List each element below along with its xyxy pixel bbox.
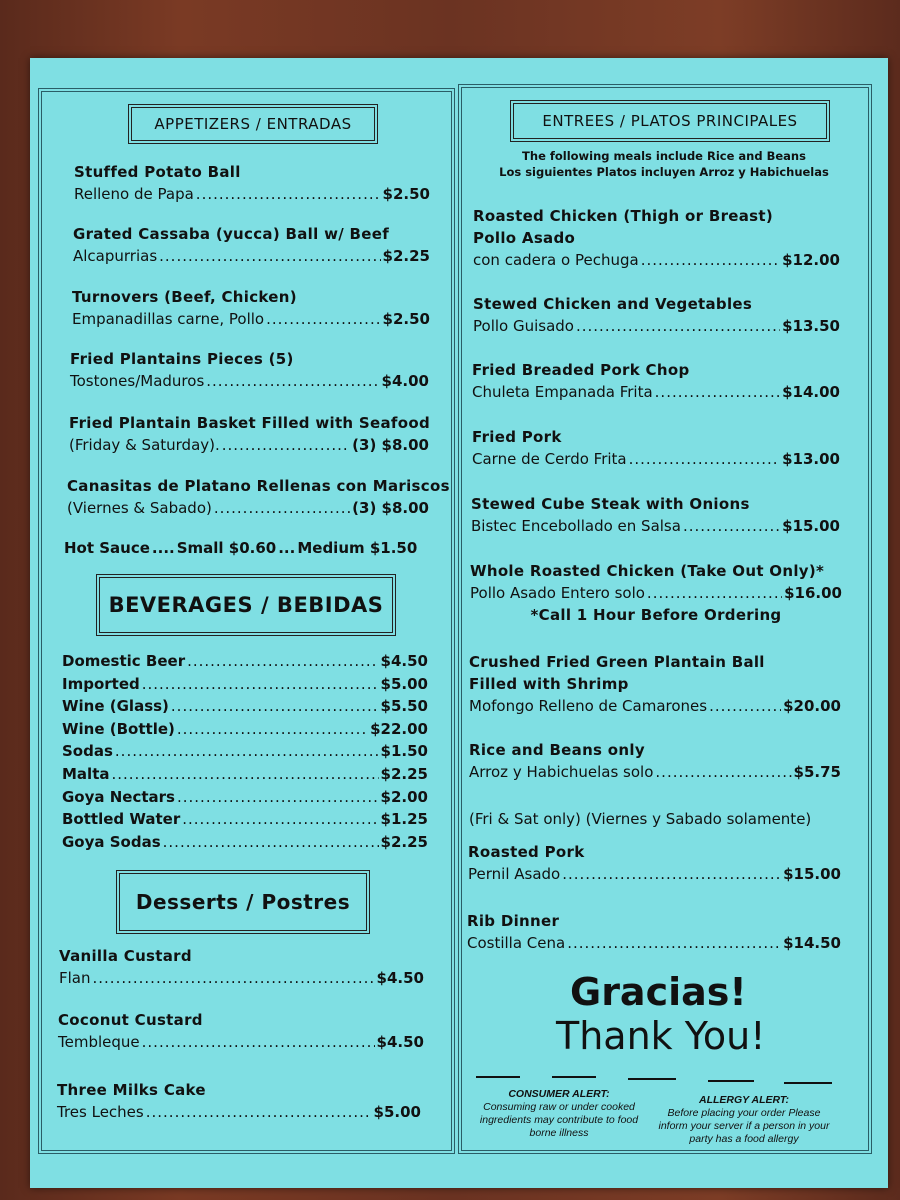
item-name: Stewed Cube Steak with Onions — [471, 495, 750, 513]
entrees-title: ENTREES / PLATOS PRINCIPALES — [510, 100, 830, 142]
item-spanish: Bistec Encebollado en Salsa — [471, 517, 681, 535]
beverage-price: $5.50 — [380, 697, 428, 716]
item-spanish: Mofongo Relleno de Camarones — [469, 697, 708, 715]
item-price: (3) $8.00 — [352, 436, 429, 454]
entree-item — [472, 426, 840, 470]
entree-item — [467, 910, 841, 954]
item-price: $2.50 — [382, 310, 430, 328]
weekend-note: (Fri & Sat only) (Viernes y Sabado solamente) — [469, 810, 812, 828]
allergy-alert-text: Before placing your order Please inform your server if a person in your party has a food allergy — [658, 1107, 830, 1145]
entrees-note — [470, 148, 858, 180]
item-name: Fried Pork — [472, 428, 562, 446]
divider-dash — [708, 1080, 754, 1082]
item-spanish: Pollo Asado Entero solo — [470, 584, 645, 602]
dessert-item — [58, 1009, 424, 1053]
item-spanish: (Friday & Saturday). — [69, 436, 220, 454]
item-spanish: Tostones/Maduros — [70, 372, 205, 390]
item-spanish: Costilla Cena — [467, 934, 566, 952]
item-name: Grated Cassaba (yucca) Ball w/ Beef — [73, 225, 390, 243]
beverage-name: Imported — [62, 674, 140, 693]
thank-you-text: Thank You! — [556, 1014, 766, 1058]
item-extra-note: *Call 1 Hour Before Ordering — [530, 606, 782, 624]
item-price: $2.50 — [382, 185, 430, 203]
item-spanish: Pollo Guisado — [473, 317, 574, 335]
item-name: Coconut Custard — [58, 1011, 203, 1029]
hot-sauce-label: Hot Sauce — [64, 539, 150, 557]
beverage-name: Sodas — [62, 742, 113, 761]
entree-item — [471, 493, 840, 537]
item-price: $4.50 — [376, 1033, 424, 1051]
item-price: $4.50 — [376, 969, 424, 987]
item-price: $16.00 — [784, 584, 842, 602]
item-name: Roasted Pork — [468, 843, 585, 861]
beverage-price: $4.50 — [380, 652, 428, 670]
beverage-name: Domestic Beer — [62, 652, 186, 670]
item-name: Roasted Chicken (Thigh or Breast) — [473, 207, 774, 225]
beverage-price: $1.50 — [380, 742, 428, 761]
entree-item — [468, 841, 841, 885]
item-name: Fried Breaded Pork Chop — [472, 361, 690, 379]
item-name: Stuffed Potato Ball — [74, 163, 241, 181]
beverage-price: $5.00 — [380, 674, 428, 693]
gracias-text: Gracias! — [570, 970, 747, 1014]
item-price: $4.00 — [381, 372, 429, 390]
beverage-item — [62, 808, 428, 831]
entree-item — [472, 359, 840, 403]
item-price: $13.00 — [782, 450, 840, 468]
appetizer-item — [73, 223, 430, 267]
beverage-price: $2.25 — [380, 764, 428, 783]
item-price: $20.00 — [783, 697, 841, 715]
item-spanish: con cadera o Pechuga — [473, 251, 639, 269]
item-name: Fried Plantains Pieces (5) — [70, 350, 294, 368]
item-spanish: (Viernes & Sabado) — [67, 499, 212, 517]
menu-paper — [30, 58, 888, 1188]
beverage-item — [62, 718, 428, 741]
beverage-name: Wine (Glass) — [62, 697, 169, 716]
item-spanish: Tembleque — [58, 1033, 140, 1051]
item-name: Fried Plantain Basket Filled with Seafood — [69, 414, 430, 432]
item-price: $5.00 — [373, 1103, 421, 1121]
entree-item — [473, 205, 840, 271]
beverage-item — [62, 740, 428, 763]
item-price: $5.75 — [793, 763, 841, 781]
divider-dash — [552, 1076, 596, 1078]
dessert-item — [59, 945, 424, 989]
beverages-title: BEVERAGES / BEBIDAS — [96, 574, 396, 636]
item-price: (3) $8.00 — [352, 499, 429, 517]
item-spanish: Relleno de Papa — [74, 185, 194, 203]
item-spanish: Pernil Asado — [468, 865, 561, 883]
divider-dash — [784, 1082, 832, 1084]
item-name: Canasitas de Platano Rellenas con Mariscos — [67, 477, 450, 495]
item-spanish: Alcapurrias — [73, 247, 158, 265]
divider-dash — [476, 1076, 520, 1078]
beverage-item — [62, 831, 428, 854]
entrees-note-en: The following meals include Rice and Beans — [522, 149, 806, 163]
item-spanish: Carne de Cerdo Frita — [472, 450, 627, 468]
beverage-item — [62, 786, 428, 809]
item-price: $15.00 — [782, 517, 840, 535]
appetizer-item — [67, 475, 450, 519]
beverage-name: Malta — [62, 764, 110, 783]
item-spanish: Chuleta Empanada Frita — [472, 383, 653, 401]
divider-dash — [628, 1078, 676, 1080]
item-name: Whole Roasted Chicken (Take Out Only)* — [470, 562, 825, 580]
appetizer-item — [69, 412, 429, 456]
consumer-alert — [474, 1088, 644, 1140]
beverage-price: $1.25 — [380, 810, 428, 829]
beverage-name: Goya Nectars — [62, 787, 175, 806]
entree-item — [470, 560, 842, 626]
beverage-item — [62, 673, 428, 696]
item-name: Turnovers (Beef, Chicken) — [72, 288, 297, 306]
beverage-name: Bottled Water — [62, 810, 181, 829]
dessert-item — [57, 1079, 421, 1123]
appetizer-item — [72, 286, 430, 330]
beverage-price: $2.00 — [380, 787, 428, 806]
item-price: $13.50 — [782, 317, 840, 335]
item-name-2: Filled with Shrimp — [469, 675, 629, 693]
item-spanish: Tres Leches — [57, 1103, 144, 1121]
beverage-price: $2.25 — [380, 832, 428, 851]
item-price: $14.50 — [783, 934, 841, 952]
item-name: Rice and Beans only — [469, 741, 645, 759]
consumer-alert-title: CONSUMER ALERT: — [508, 1088, 610, 1100]
item-price: $2.25 — [382, 247, 430, 265]
item-price: $15.00 — [783, 865, 841, 883]
item-name: Crushed Fried Green Plantain Ball — [469, 653, 765, 671]
item-name: Three Milks Cake — [57, 1081, 206, 1099]
item-name: Stewed Chicken and Vegetables — [473, 295, 753, 313]
entrees-note-es: Los siguientes Platos incluyen Arroz y Habichuelas — [499, 165, 829, 179]
beverage-name: Wine (Bottle) — [62, 719, 175, 738]
beverage-price: $22.00 — [370, 719, 428, 738]
item-price: $14.00 — [782, 383, 840, 401]
item-name-2: Pollo Asado — [473, 229, 576, 247]
consumer-alert-text: Consuming raw or under cooked ingredients may contribute to food borne illness — [479, 1101, 639, 1139]
appetizers-title: APPETIZERS / ENTRADAS — [128, 104, 378, 144]
item-spanish: Flan — [59, 969, 91, 987]
entree-item — [473, 293, 840, 337]
item-spanish: Arroz y Habichuelas solo — [469, 763, 654, 781]
desserts-title: Desserts / Postres — [116, 870, 370, 934]
beverage-name: Goya Sodas — [62, 832, 161, 851]
appetizer-item — [70, 348, 429, 392]
beverage-item — [62, 695, 428, 718]
entree-item — [469, 651, 841, 717]
hot-sauce-small: Small $0.60 — [176, 539, 277, 557]
beverage-item — [62, 763, 428, 786]
item-name: Vanilla Custard — [59, 947, 192, 965]
item-price: $12.00 — [782, 251, 840, 269]
appetizer-item — [74, 161, 430, 205]
entree-item — [469, 739, 841, 783]
beverage-list — [62, 650, 428, 853]
beverage-item — [62, 650, 428, 673]
allergy-alert — [652, 1094, 836, 1146]
hot-sauce-medium: Medium $1.50 — [297, 539, 418, 557]
item-spanish: Empanadillas carne, Pollo — [72, 310, 265, 328]
hot-sauce-line: Hot Sauce .... Small $0.60 ... Medium $1.50 — [64, 539, 418, 557]
allergy-alert-title: ALLERGY ALERT: — [698, 1094, 790, 1106]
item-name: Rib Dinner — [467, 912, 560, 930]
